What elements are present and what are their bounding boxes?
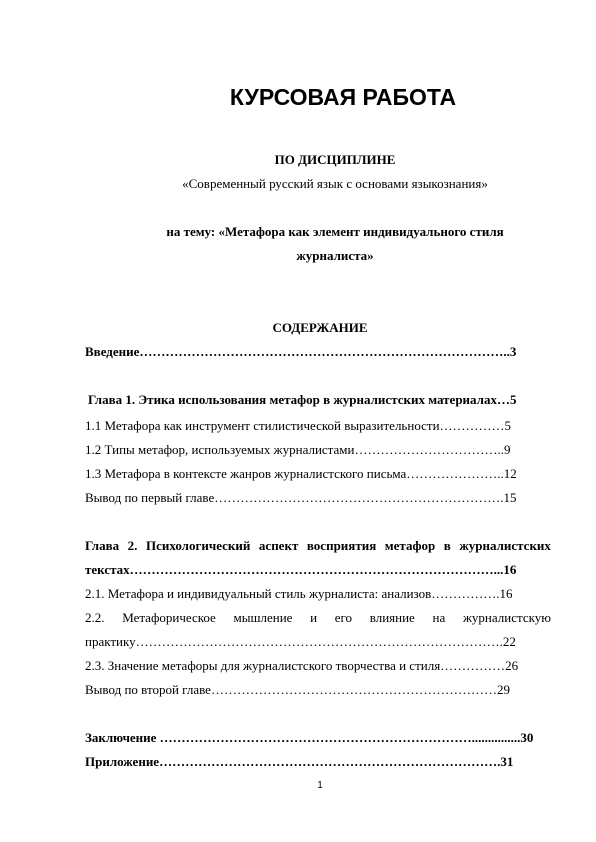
toc-entry-2-2 [85, 610, 551, 626]
toc-entry-1-2: 1.2 Типы метафор, используемых журналистами……………………………..9 [85, 442, 511, 457]
toc-word: аспект [258, 538, 299, 553]
toc-entry-intro: Введение…………………………………………………………………………..3 [85, 344, 517, 359]
toc-word: и [310, 610, 318, 625]
toc-word: Психологический [145, 538, 251, 553]
toc-word: 2. [127, 538, 138, 553]
toc-entry-2-3: 2.3. Значение метафоры для журналистского творчества и стиля……………26 [85, 658, 519, 673]
toc-entry-appendix: Приложение…………………………………………………………………….31 [85, 754, 514, 769]
toc-word: журналистскую [462, 610, 551, 625]
toc-entry-1-3: 1.3 Метафора в контексте жанров журналистского письма…………………..12 [85, 466, 517, 481]
toc-entry-chapter-1-conclusion: Вывод по первый главе………………………………………………………….15 [85, 490, 517, 505]
toc-word: его [334, 610, 353, 625]
discipline-label: ПО ДИСЦИПЛИНЕ [274, 152, 396, 167]
toc-heading: СОДЕРЖАНИЕ [272, 320, 368, 335]
toc-word: Метафорическое [122, 610, 216, 625]
toc-entry-chapter-2-cont: текстах…………………………………………………………………………...16 [85, 562, 517, 577]
toc-word: влияние [369, 610, 415, 625]
toc-entry-1-1: 1.1 Метафора как инструмент стилистической выразительности……………5 [85, 418, 512, 433]
topic-line-2: журналиста» [296, 248, 374, 263]
toc-word: в [443, 538, 451, 553]
document-title: КУРСОВАЯ РАБОТА [229, 84, 457, 110]
toc-entry-conclusion: Заключение ………………………………………………………………...............30 [85, 730, 534, 745]
discipline-name: «Современный русский язык с основами языкознания» [182, 176, 488, 191]
toc-word: на [432, 610, 446, 625]
toc-entry-2-1: 2.1. Метафора и индивидуальный стиль журналиста: анализов…………….16 [85, 586, 513, 601]
toc-word: мышление [233, 610, 293, 625]
toc-word: 2.2. [85, 610, 105, 625]
toc-entry-2-2-cont: практику………………………………………………………………………….22 [85, 634, 516, 649]
toc-entry-chapter-2-conclusion: Вывод по второй главе…………………………………………………………29 [85, 682, 510, 697]
toc-word: восприятия [306, 538, 377, 553]
toc-word: журналистских [459, 538, 551, 553]
toc-entry-chapter-1: Глава 1. Этика использования метафор в журналистских материалах…5 [88, 392, 517, 407]
toc-word: Глава [85, 538, 120, 553]
topic-line-1: на тему: «Метафора как элемент индивидуального стиля [166, 224, 504, 239]
page-number: 1 [317, 780, 323, 791]
toc-entry-chapter-2 [85, 538, 551, 554]
toc-word: метафор [384, 538, 436, 553]
